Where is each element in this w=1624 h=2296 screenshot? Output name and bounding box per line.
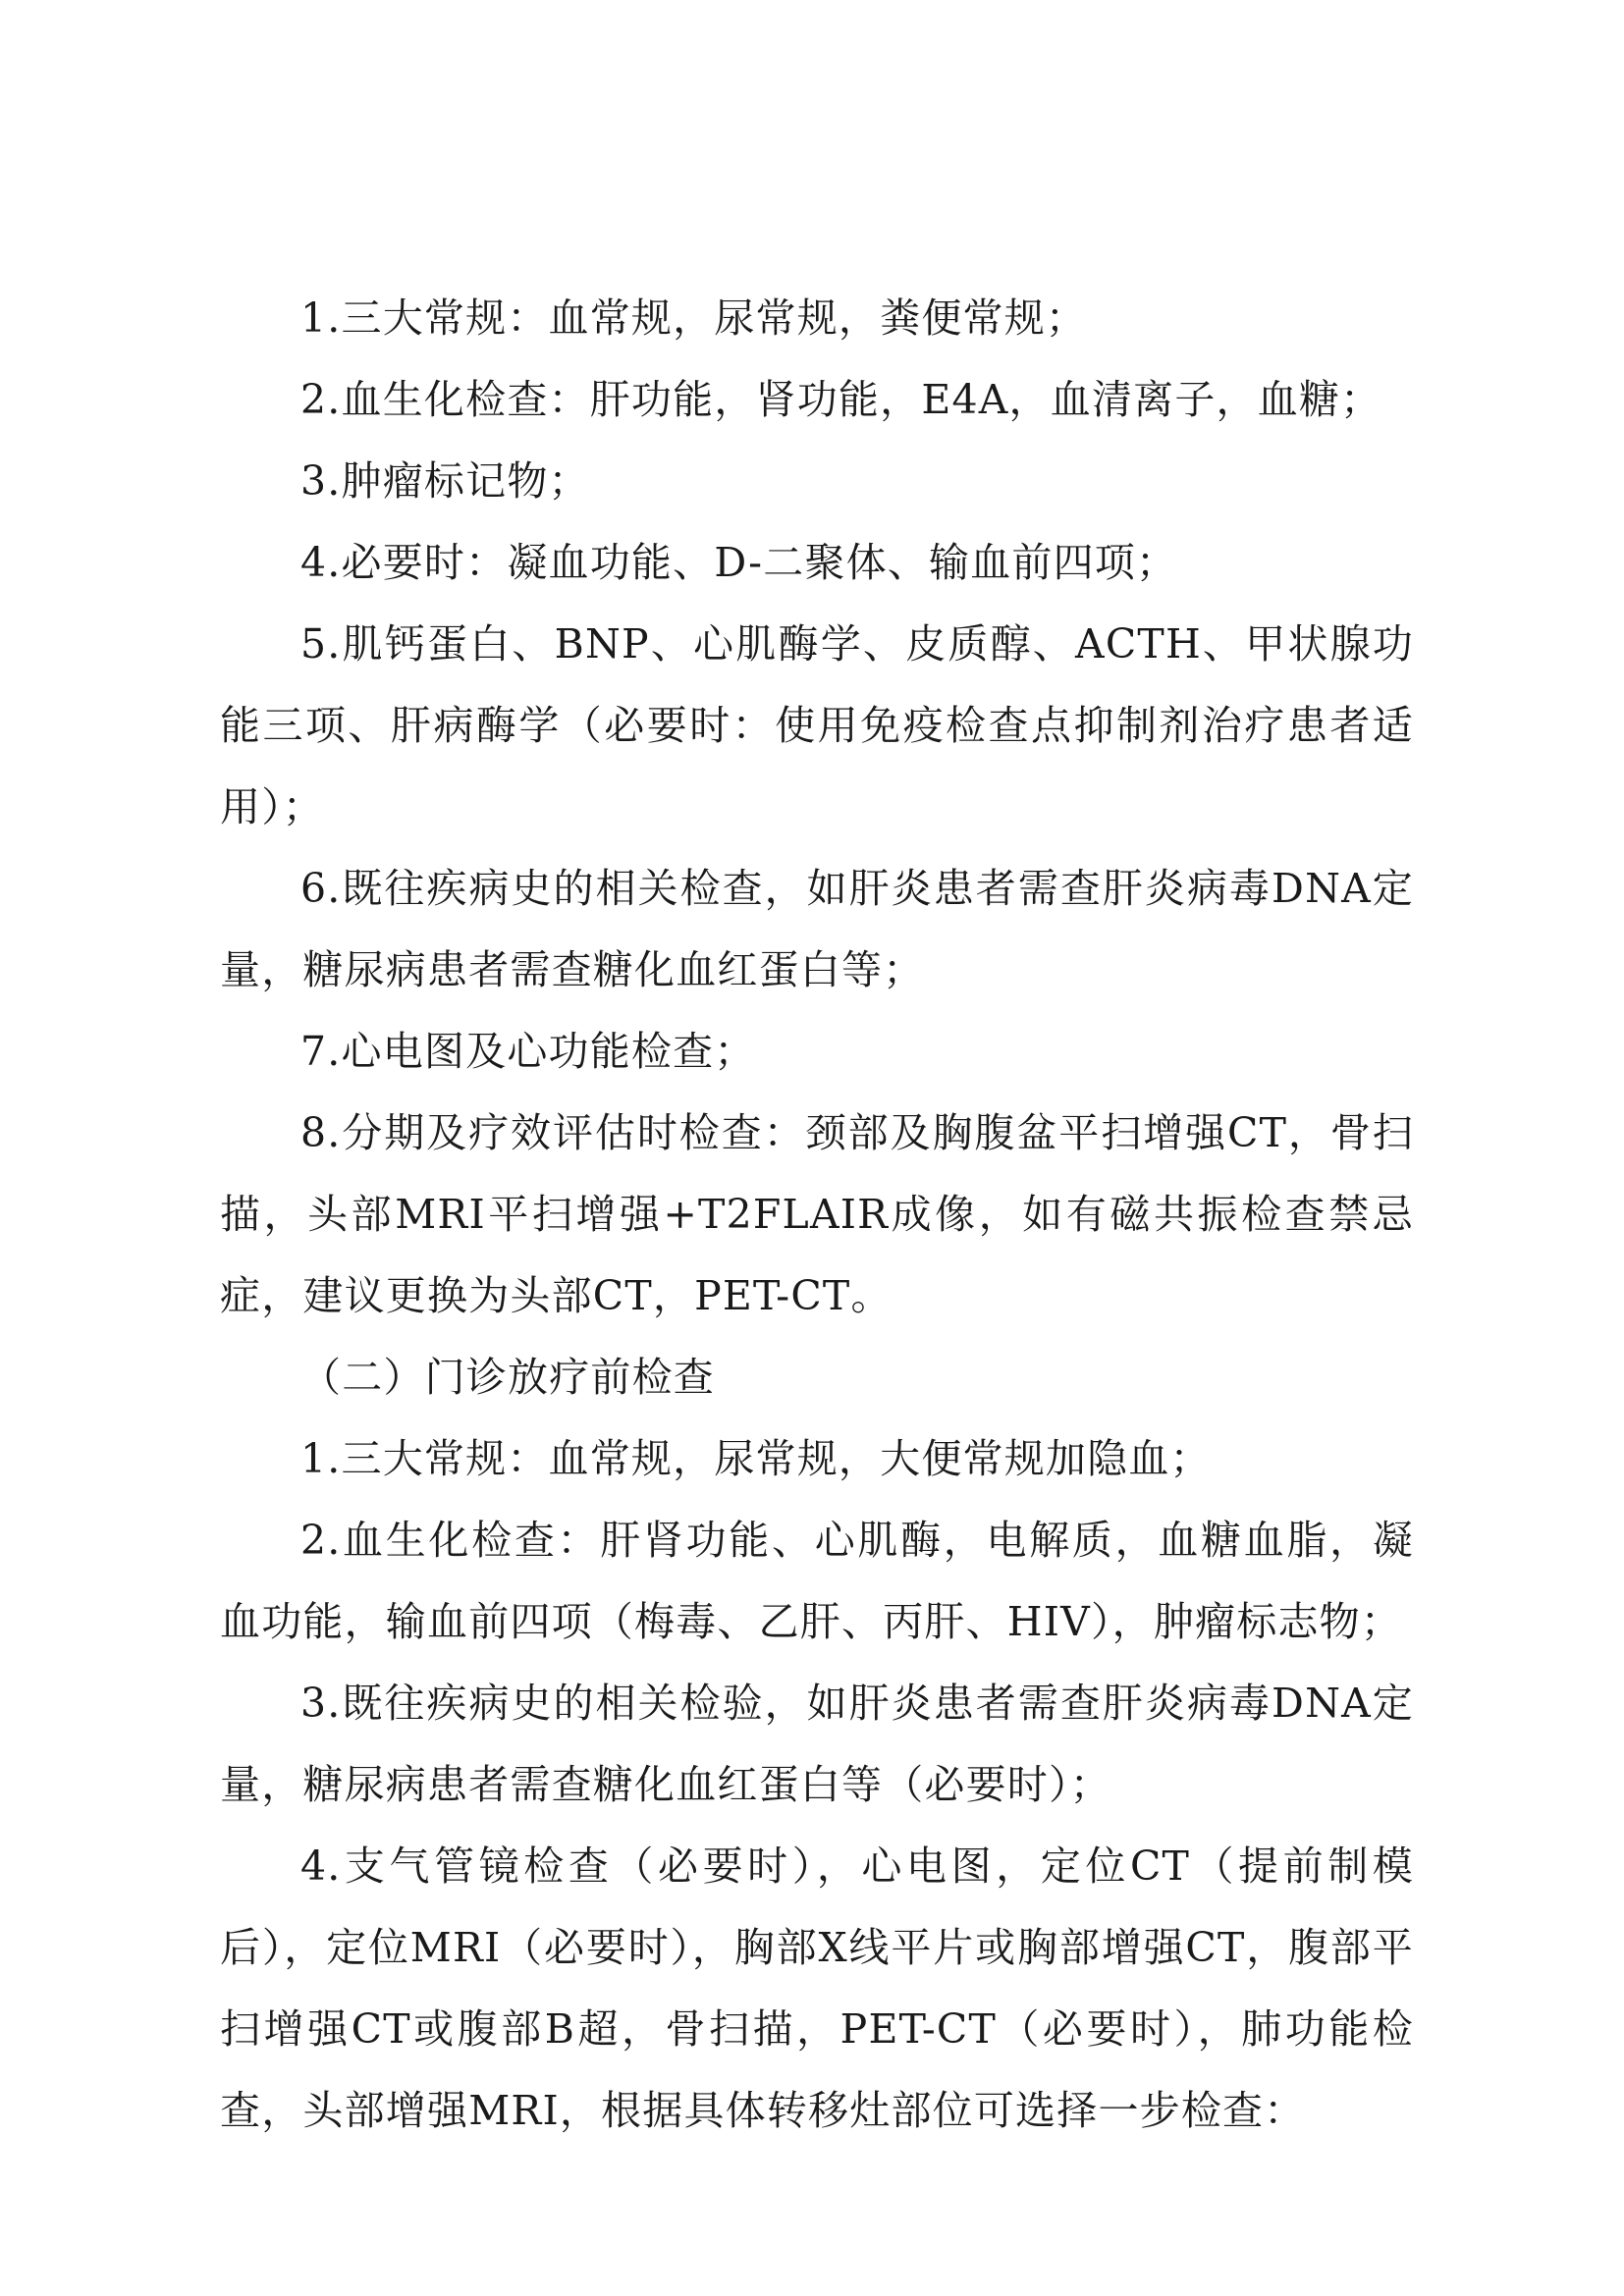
section-two-item-3: 3.既往疾病史的相关检验，如肝炎患者需查肝炎病毒DNA定量，糖尿病患者需查糖化血红蛋白等（必要时）； (220, 1680, 1414, 1808)
section-one-item-4: 4.必要时：凝血功能、D-二聚体、输血前四项； (300, 539, 1178, 586)
section-two-heading: （二）门诊放疗前检查 (300, 1354, 715, 1401)
section-one-item-8: 8.分期及疗效评估时检查：颈部及胸腹盆平扫增强CT，骨扫描，头部MRI平扫增强+T2FLAIR成像，如有磁共振检查禁忌症，建议更换为头部CT，PET-CT。 (220, 1109, 1414, 1319)
section-two-item-1: 1.三大常规：血常规，尿常规，大便常规加隐血； (300, 1435, 1212, 1482)
section-one-item-5: 5.肌钙蛋白、BNP、心肌酶学、皮质醇、ACTH、甲状腺功能三项、肝病酶学（必要时：使用免疫检查点抑制剂治疗患者适用）； (220, 620, 1414, 830)
section-two-item-4: 4.支气管镜检查（必要时），心电图，定位CT（提前制模后），定位MRI（必要时），胸部X线平片或胸部增强CT，腹部平扫增强CT或腹部B超，骨扫描，PET-CT（必要时），肺功能检查，头部增强MRI，根据具体转移灶部位可选择一步检查： (220, 1842, 1414, 2134)
section-one-item-7: 7.心电图及心功能检查； (300, 1028, 756, 1075)
section-one-item-3: 3.肿瘤标记物； (300, 457, 590, 505)
section-one-item-2: 2.血生化检查：肝功能，肾功能，E4A，血清离子，血糖； (300, 376, 1382, 423)
section-two-item-2: 2.血生化检查：肝肾功能、心肌酶，电解质，血糖血脂，凝血功能，输血前四项（梅毒、乙肝、丙肝、HIV），肿瘤标志物； (220, 1517, 1414, 1645)
document-body (220, 278, 1414, 2152)
section-one-item-1: 1.三大常规：血常规，尿常规，粪便常规； (300, 294, 1088, 342)
section-one-item-6: 6.既往疾病史的相关检查，如肝炎患者需查肝炎病毒DNA定量，糖尿病患者需查糖化血红蛋白等； (220, 865, 1414, 993)
